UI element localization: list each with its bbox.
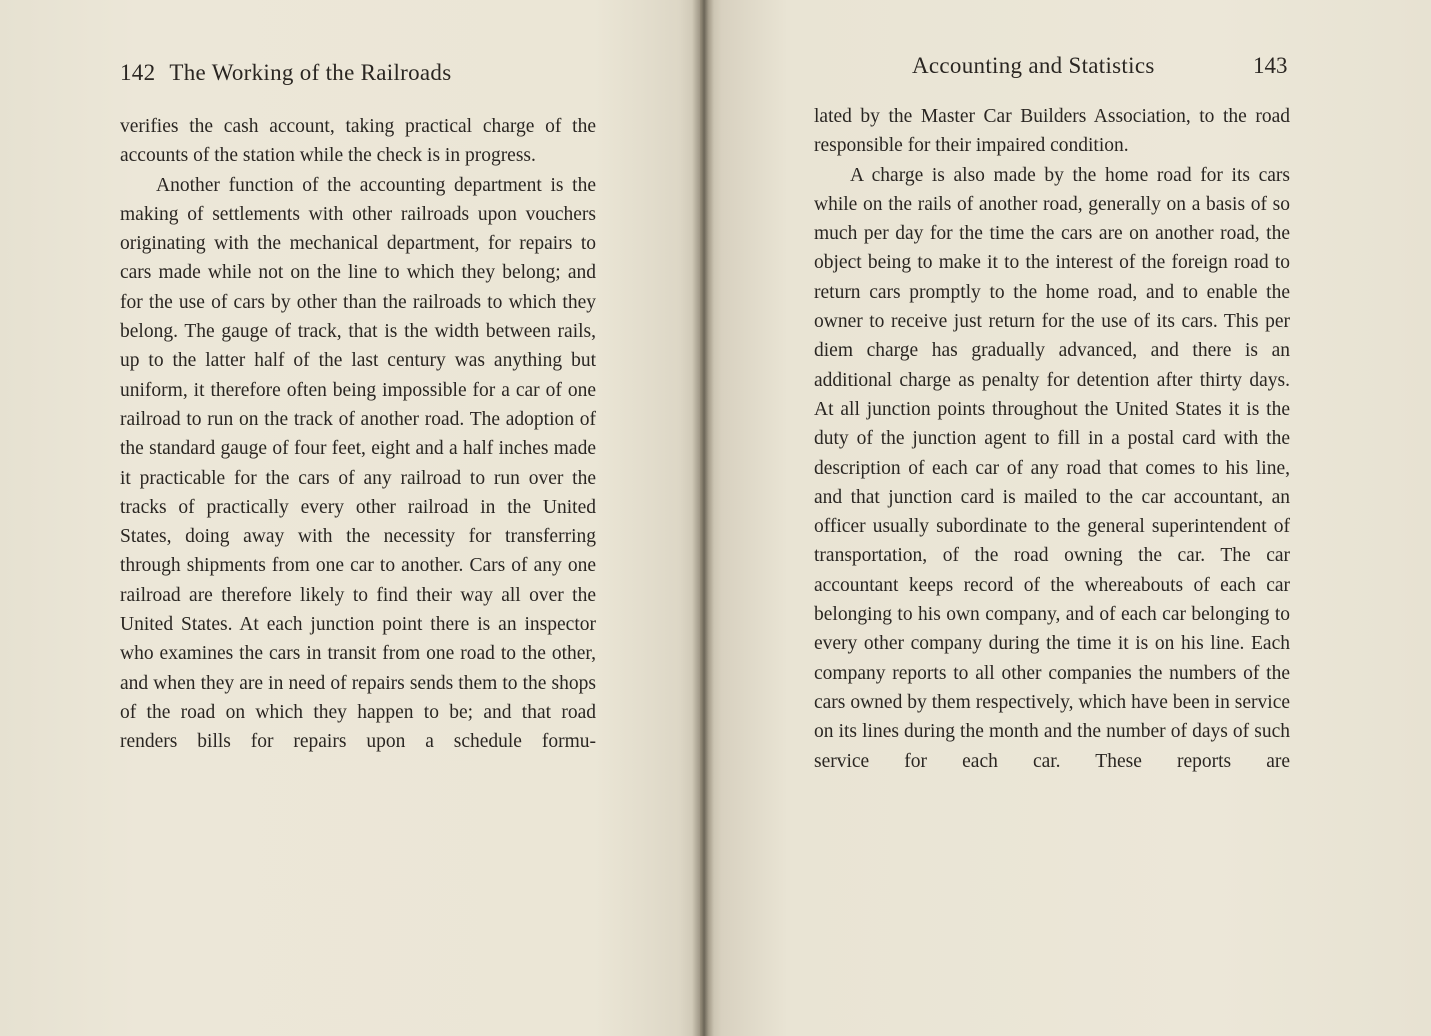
right-body-text (814, 102, 1290, 776)
right-paragraph-2: A charge is also made by the home road for its cars while on the rails of another road, generally on a basis of so much per day for the time the cars are on another road, the object being to make it to the interest of the foreign road to return cars promptly to the home road, and to enable the owner to receive just return for the use of its cars. This per diem charge has gradually advanced, and there is an additional charge as penalty for detention after thirty days. At all junction points throughout the United States it is the duty of the junction agent to fill in a postal card with the description of each car of any road that comes to his line, and that junction card is mailed to the car accountant, an officer usually subordinate to the general superintendent of transportation, of the road owning the car. The car accountant keeps record of the whereabouts of each car belonging to his own company, and of each car belonging to every other company during the time it is on his line. Each company reports to all other companies the numbers of the cars owned by them respectively, which have been in service on its lines during the month and the number of days of such service for each car. These reports are (814, 164, 1290, 772)
right-page-number: 143 (1253, 53, 1288, 78)
left-running-header (120, 60, 451, 86)
book-gutter (692, 0, 714, 1036)
left-paragraph-1: verifies the cash account, taking practical charge of the accounts of the station while the check is in progress. (120, 116, 596, 167)
right-paragraph-1: lated by the Master Car Builders Association, to the road responsible for their impaired condition. (814, 106, 1290, 157)
left-running-head: The Working of the Railroads (169, 60, 452, 85)
left-body-text (120, 112, 596, 757)
left-page-number: 142 (120, 60, 156, 85)
left-paragraph-2: Another function of the accounting department is the making of settlements with other railroads upon vouchers originating with the mechanical department, for repairs to cars made while not on the line to which they belong; and for the use of cars by other than the railroads to which they belong. The gauge of track, that is the width between rails, up to the latter half of the last century was anything but uniform, it therefore often being impossible for a car of one railroad to run on the track of another road. The adoption of the standard gauge of four feet, eight and a half inches made it practicable for the cars of any railroad to run over the tracks of practically every other railroad in the United States, doing away with the necessity for transferring through shipments from one car to another. Cars of any one railroad are therefore likely to find their way all over the United States. At each junction point there is an inspector who examines the cars in transit from one road to the other, and when they are in need of repairs sends them to the shops of the road on which they happen to be; and that road renders bills for repairs upon a schedule formu- (120, 174, 596, 753)
right-running-head: Accounting and Statistics (912, 53, 1155, 78)
